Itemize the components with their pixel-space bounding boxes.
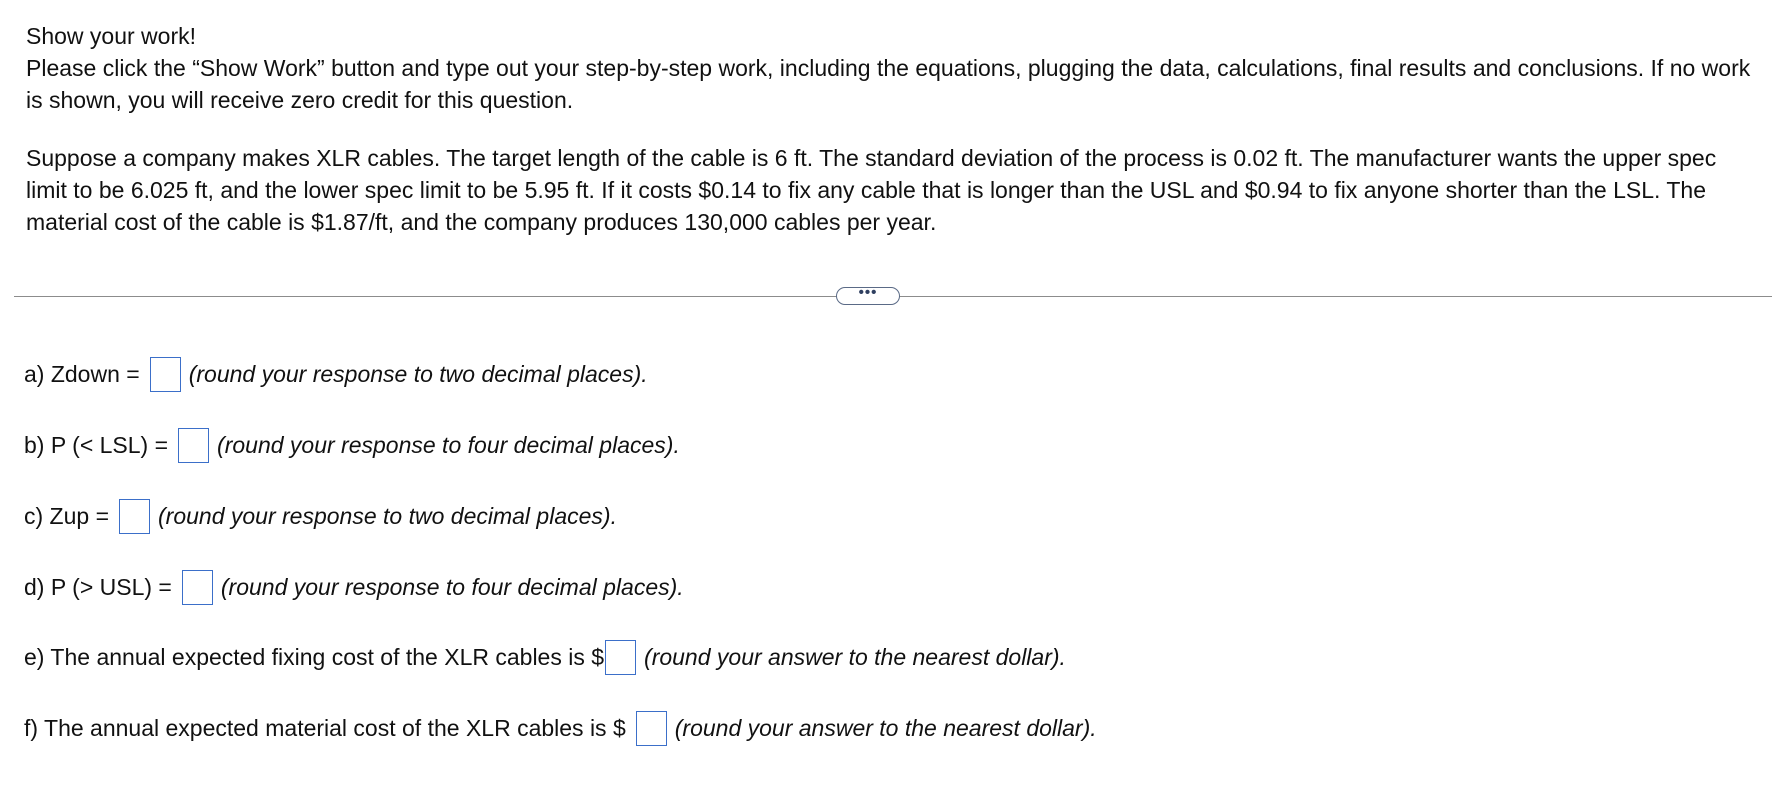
part-d-label: d) P (> USL) = [24,573,172,600]
part-d-hint: (round your response to four decimal places). [220,573,684,600]
part-a-answer-input[interactable] [150,357,181,392]
part-c-hint: (round your response to two decimal places). [158,502,617,529]
part-d-row [24,569,684,605]
instructions-text: Please click the “Show Work” button and type out your step-by-step work, including the equations, plugging the data, calculations, final results and conclusions. If no work is shown, you will receive zero credit for this question. [26,55,1751,113]
part-c-label: c) Zup = [24,502,110,529]
part-d-answer-input[interactable] [182,570,213,605]
part-b-hint: (round your response to four decimal places). [217,431,680,458]
part-e-row [24,639,1066,675]
part-c-answer-input[interactable] [119,499,150,534]
part-c-row [24,498,617,534]
part-a-label: a) Zdown = [24,360,140,387]
part-a-row [24,356,648,392]
part-e-hint: (round your answer to the nearest dollar). [644,643,1066,670]
part-f-row [24,710,1097,746]
part-e-answer-input[interactable] [605,640,636,675]
part-a-hint: (round your response to two decimal places). [188,360,648,387]
instructions-block [26,20,1761,116]
part-b-label: b) P (< LSL) = [24,431,169,458]
more-options-button[interactable]: ••• [836,287,900,305]
part-f-hint: (round your answer to the nearest dollar). [674,714,1097,741]
part-b-answer-input[interactable] [178,428,209,463]
part-f-label: f) The annual expected material cost of the XLR cables is $ [24,714,626,741]
part-e-label: e) The annual expected fixing cost of the XLR cables is $ [24,643,605,670]
question-text: Suppose a company makes XLR cables. The target length of the cable is 6 ft. The standard deviation of the process is 0.02 ft. The manufacturer wants the upper spec limit to be 6.025 ft, and the lower spec limit to be 5.95 ft. If it costs $0.14 to fix any cable that is longer than the USL and $0.94 to fix anyone shorter than the LSL. The material cost of the cable is $1.87/ft, and the company produces 130,000 cables per year. [26,145,1717,235]
part-f-answer-input[interactable] [636,711,667,746]
part-b-row [24,427,680,463]
instructions-heading: Show your work! [26,23,197,49]
